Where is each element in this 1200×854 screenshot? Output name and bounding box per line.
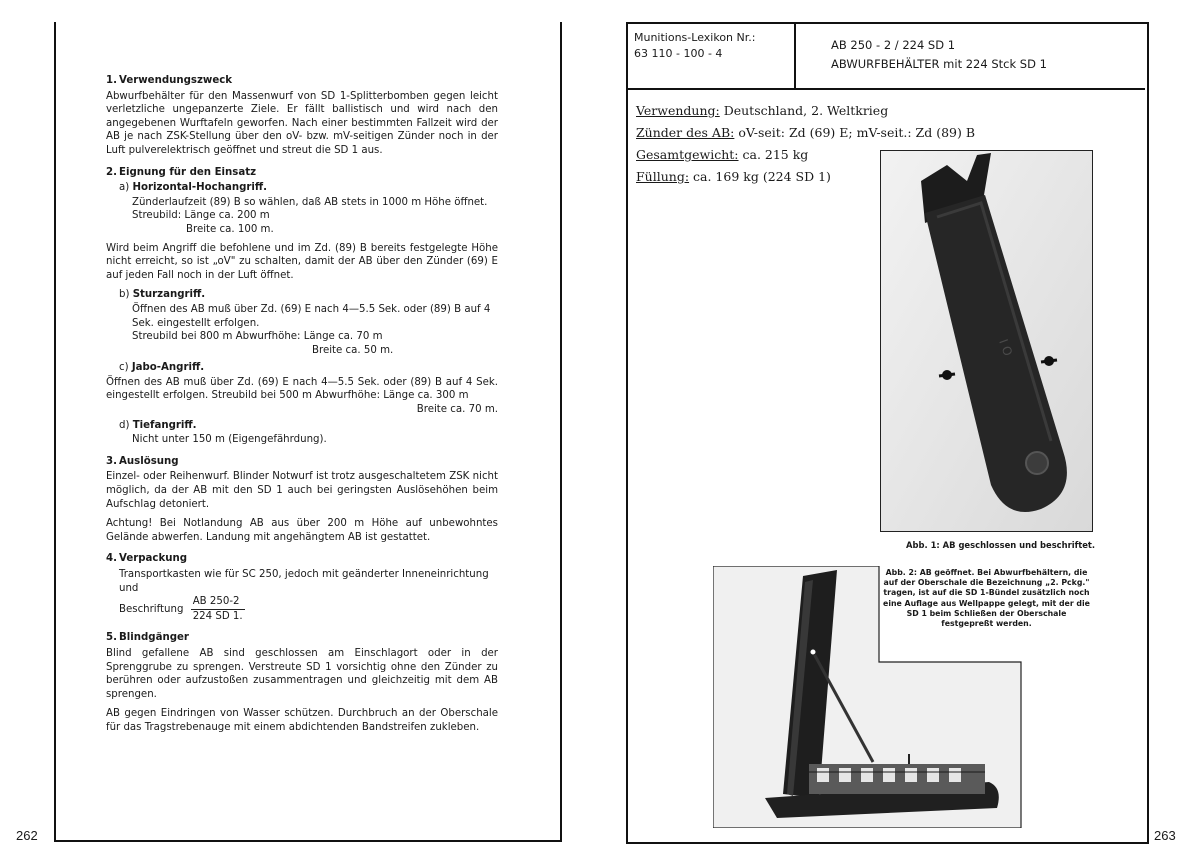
section-eignung <box>106 166 498 447</box>
subsection-text: Öffnen des AB muß über Zd. (69) E nach 4—5.5 Sek. oder (89) B auf 4 Sek. eingestellt erfolgen. Streubild bei 500 m Abwurfhöhe: Länge ca. 300 m <box>106 376 498 402</box>
info-gewicht: Gesamtgewicht: ca. 215 kg <box>636 147 809 162</box>
section-text: Abwurfbehälter für den Massenwurf von SD 1-Splitterbomben gegen leicht verletzliche ungepanzerte Ziele. Er fällt ballistisch und wird nach den angegebenen Wurftafeln geworfen. Nach einer bestimmten Fallzeit wird der AB je nach ZSK-Stellung über den oV- bzw. mV-seitigen Zünder noch in der Luft pulverelektrisch geöffnet und streut die SD 1 aus. <box>106 90 498 156</box>
left-page-number: 262 <box>16 828 38 843</box>
beschriftung: Beschriftung $\frac{AB 250-2}{224 SD 1.}$ <box>119 596 243 622</box>
figure-2-caption: Abb. 2: AB geöffnet. Bei Abwurfbehältern, die auf der Oberschale die Bezeichnung „2. Pckg." tragen, ist auf die SD 1-Bündel zusätzlich noch eine Auflage aus Wellpappe gelegt, mit der die SD 1 beim Schließen der Oberschale festgepreßt werden. <box>883 568 1090 629</box>
info-zuender: Zünder des AB: oV-seit: Zd (69) E; mV-seit.: Zd (89) B <box>636 125 976 140</box>
section-heading: 3. Auslösung <box>106 455 179 467</box>
section-text: Achtung! Bei Notlandung AB aus über 200 m Höhe auf unbewohntes Gelände abwerfen. Landung mit angehängtem AB ist gestattet. <box>106 518 498 543</box>
section-text: Blind gefallene AB sind geschlossen am Einschlagort oder in der Sprenggrube zu sprengen. Verstreute SD 1 vorsichtig ohne den Zünder zu berühren oder aufzustoßen zusammentragen und gleichzeitig mit dem AB sprengen. <box>106 647 498 700</box>
section-verwendungszweck <box>106 74 498 158</box>
info-verwendung: Verwendung: Deutschland, 2. Weltkrieg <box>636 103 889 118</box>
section-text: AB gegen Eindringen von Wasser schützen. Durchbruch an der Oberschale für das Tragstrebenauge mit einem abdichtenden Bandstreifen zukleben. <box>106 708 498 733</box>
designation-box <box>831 36 1047 74</box>
subsection-heading-b: b) Sturzangriff. <box>119 289 206 301</box>
streubild-line: Streubild bei 800 m Abwurfhöhe: Länge ca. 70 m <box>132 331 383 343</box>
section-heading: 5. Blindgänger <box>106 632 189 644</box>
figure-1-caption: Abb. 1: AB geschlossen und beschriftet. <box>906 540 1096 550</box>
subsection-heading-c: c) Jabo-Angriff. <box>119 362 205 374</box>
designation: AB 250 - 2 / 224 SD 1 <box>831 38 956 52</box>
section-ausloesung <box>106 455 498 545</box>
lexikon-label: Munitions-Lexikon Nr.: <box>634 31 756 44</box>
beschriftung-fraction: $\frac{AB 250-2}{224 SD 1.}$ <box>192 596 243 622</box>
subsection-text: Wird beim Angriff die befohlene und im Zd. (89) B bereits festgelegte Höhe nicht erreicht, so ist „oV" zu schalten, damit der AB über den Zünder (69) E auf jeden Fall noch in der Luft öffnet. <box>106 242 498 281</box>
section-blindgaenger <box>106 631 498 734</box>
streubild-line: Breite ca. 100 m. <box>186 223 274 235</box>
subsection-text: Zünderlaufzeit (89) B so wählen, daß AB stets in 1000 m Höhe öffnet. <box>132 196 488 208</box>
section-text: Einzel- oder Reihenwurf. Blinder Notwurf ist trotz ausgeschaltetem ZSK nicht möglich, da der AB mit den SD 1 auch bei geringsten Auslösehöhen beim Aufschlag detoniert. <box>106 471 498 510</box>
lexikon-number: 63 110 - 100 - 4 <box>634 47 723 60</box>
info-fuellung: Füllung: ca. 169 kg (224 SD 1) <box>636 169 831 184</box>
section-verpackung <box>106 552 498 623</box>
subsection-heading-a: a) Horizontal-Hochangriff. <box>119 182 268 194</box>
datasheet-header <box>626 22 1145 90</box>
section-heading: 1. Verwendungszweck <box>106 75 233 86</box>
figure-1-closed-container <box>880 150 1093 532</box>
description: ABWURFBEHÄLTER mit 224 Stck SD 1 <box>831 57 1047 71</box>
lexikon-box <box>626 22 796 88</box>
streubild-line: Breite ca. 50 m. <box>312 344 394 356</box>
subsection-heading-d: d) Tiefangriff. <box>119 419 197 431</box>
streubild-line: Streubild: Länge ca. 200 m <box>132 210 270 222</box>
subsection-text: Nicht unter 150 m (Eigengefährdung). <box>132 434 327 446</box>
section-text: Transportkasten wie für SC 250, jedoch mit geänderter Inneneinrichtung und <box>119 569 489 594</box>
closed-container-photo <box>881 151 1092 531</box>
section-heading: 2. Eignung für den Einsatz <box>106 166 257 178</box>
right-page-number: 263 <box>1154 828 1176 843</box>
subsection-text: Öffnen des AB muß über Zd. (69) E nach 4—5.5 Sek. oder (89) B auf 4 Sek. eingestellt erfolgen. <box>132 303 491 329</box>
left-page-body <box>106 74 498 743</box>
streubild-line: Breite ca. 70 m. <box>416 404 498 416</box>
section-heading: 4. Verpackung <box>106 553 188 565</box>
svg-text:I O: I O <box>996 337 1016 358</box>
